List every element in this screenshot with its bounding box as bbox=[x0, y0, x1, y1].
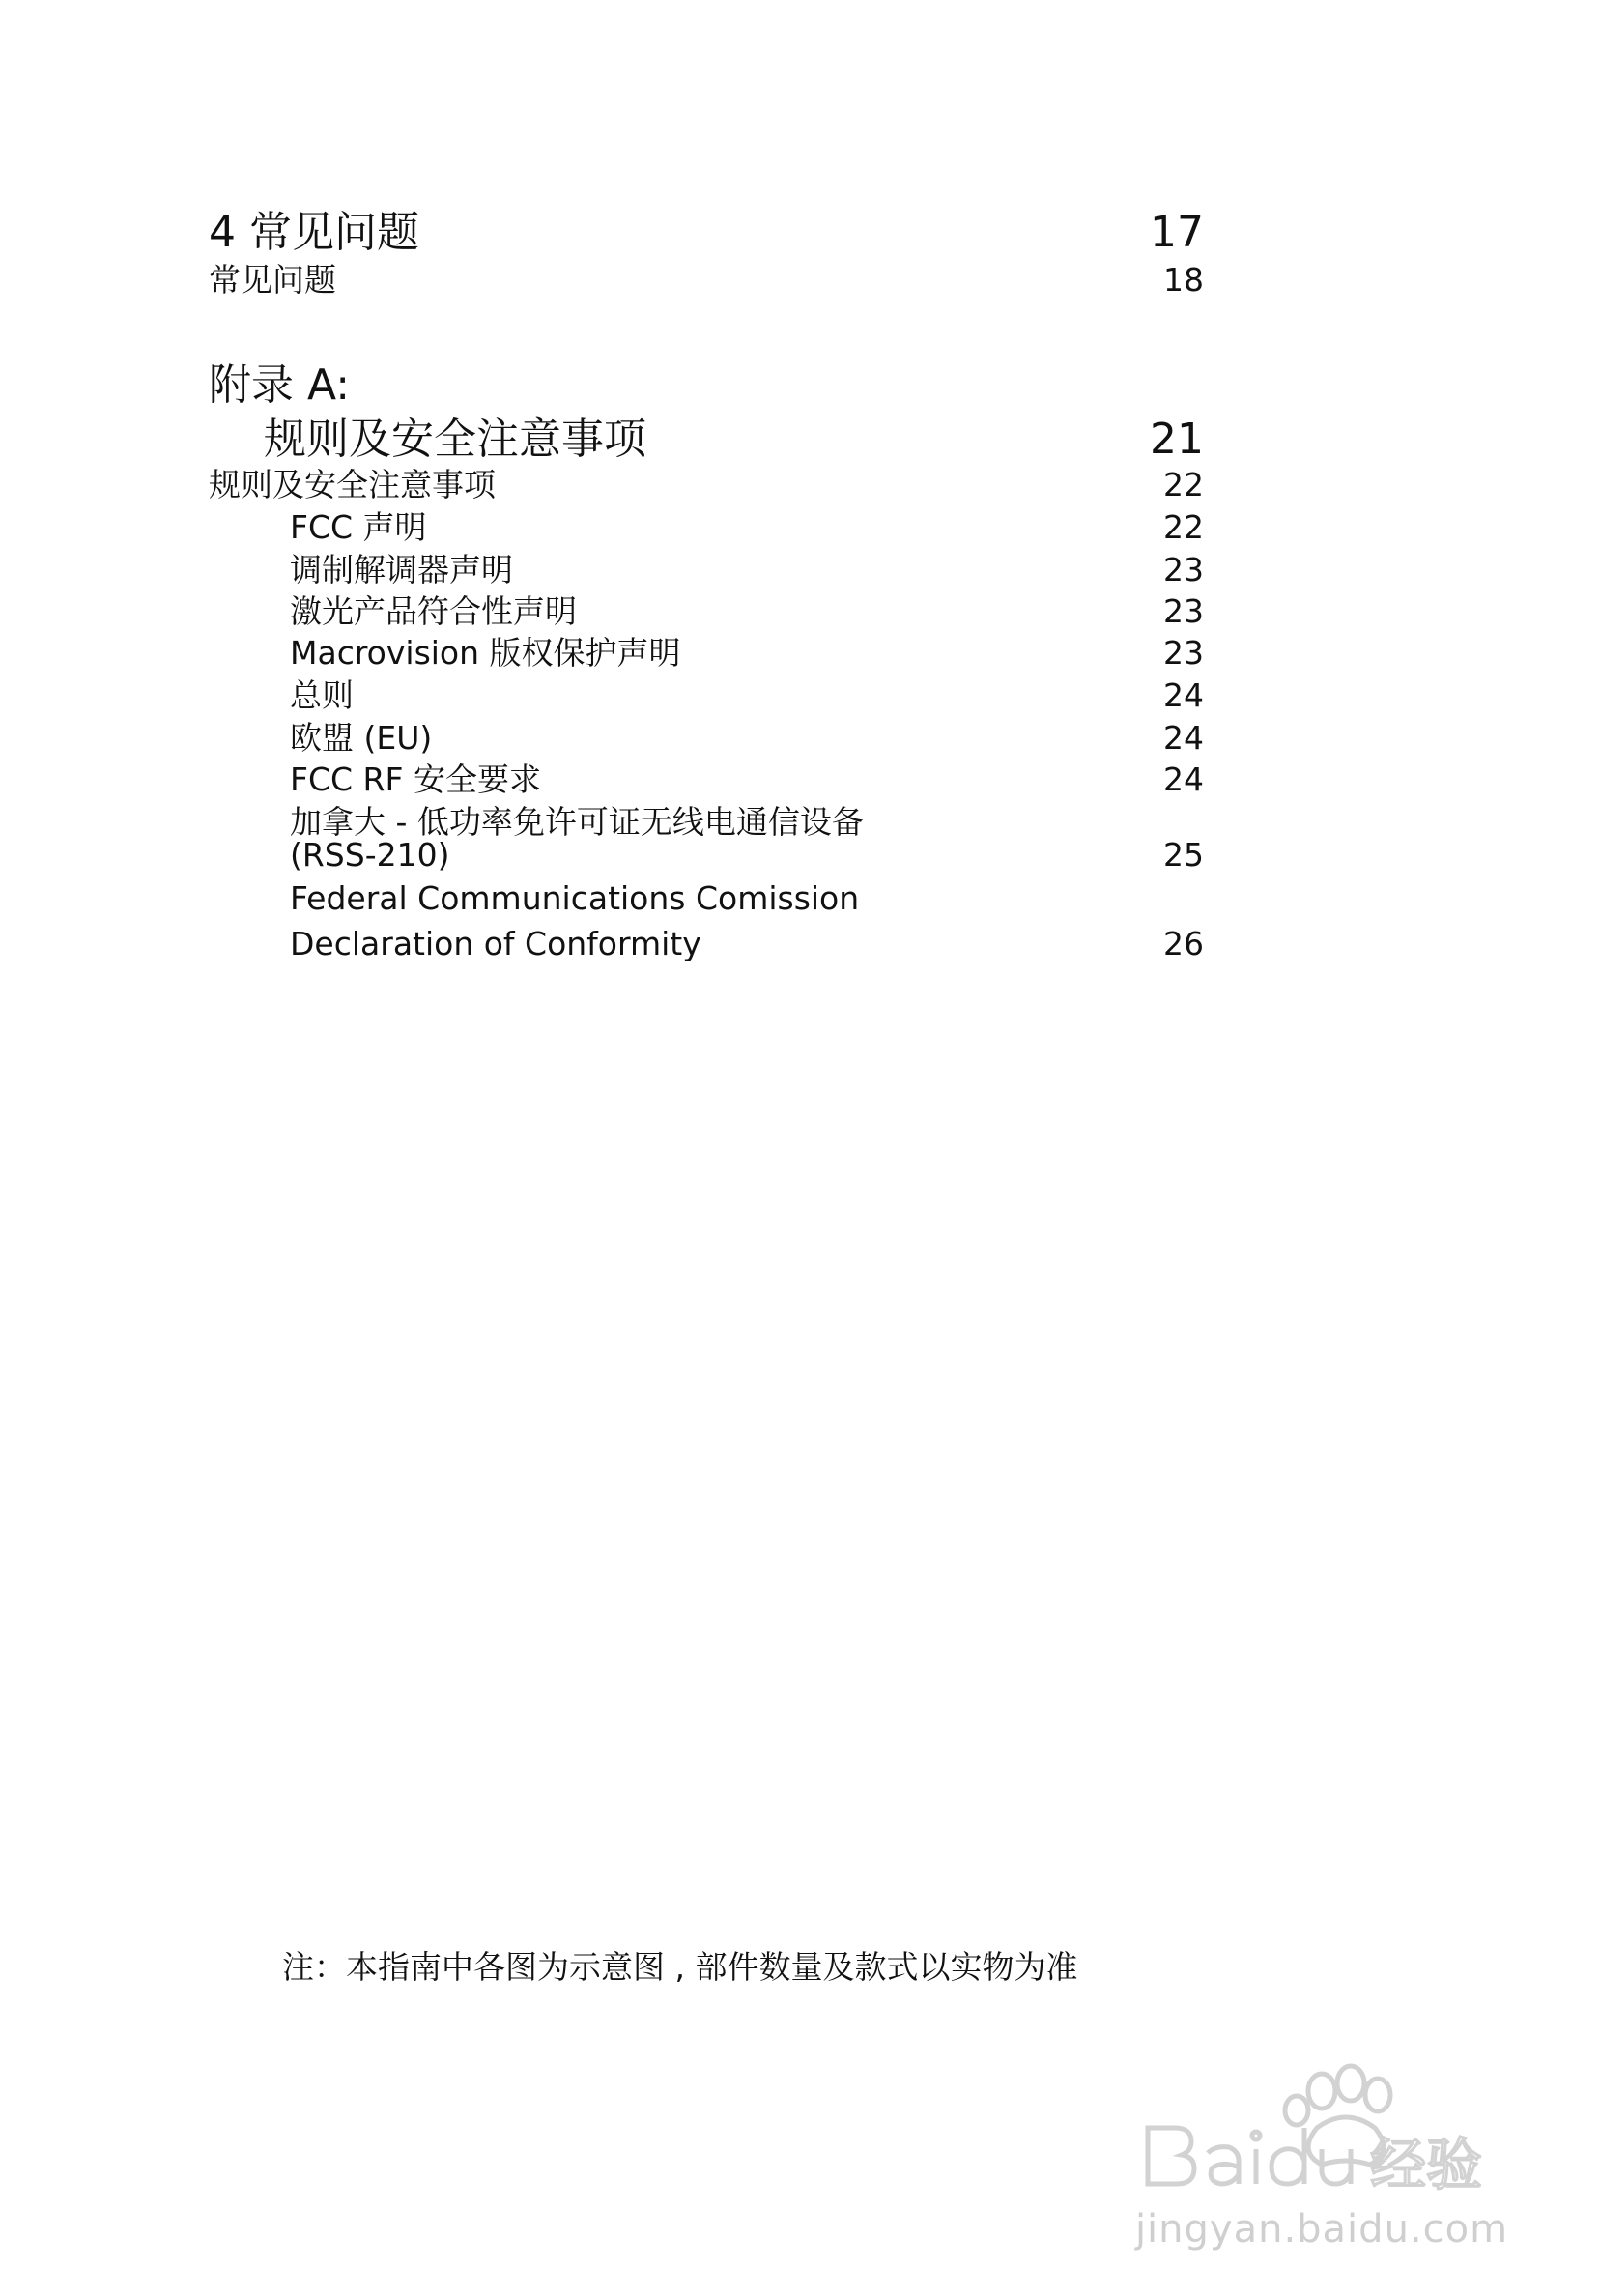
toc-item-page: 25 bbox=[1163, 836, 1204, 874]
footnote: 注：本指南中各图为示意图 , 部件数量及款式以实物为准 bbox=[282, 1948, 1078, 1986]
toc-item-label: FCC RF 安全要求 bbox=[290, 761, 541, 798]
toc-appendix-a-page: 21 bbox=[1150, 415, 1204, 464]
toc-item-page: 23 bbox=[1163, 634, 1204, 672]
toc-item-general[interactable] bbox=[209, 671, 1204, 716]
toc-item-label: (RSS-210) bbox=[290, 836, 450, 874]
toc-regulations[interactable] bbox=[209, 460, 1204, 505]
toc-item-fcc-doc-line2[interactable] bbox=[209, 925, 1204, 962]
toc-faq-label: 常见问题 bbox=[209, 261, 336, 299]
toc-chapter-4[interactable] bbox=[209, 197, 1204, 259]
toc-item-page: 24 bbox=[1163, 676, 1204, 714]
toc-appendix-a-title[interactable] bbox=[264, 404, 1204, 466]
toc-item-page: 26 bbox=[1163, 925, 1204, 962]
toc-item-label: 激光产品符合性声明 bbox=[290, 592, 577, 630]
toc-item-eu[interactable] bbox=[209, 713, 1204, 759]
toc-appendix-a-title-label: 规则及安全注意事项 bbox=[264, 415, 646, 464]
toc-regulations-page: 22 bbox=[1163, 466, 1204, 503]
toc-item-label: 加拿大 - 低功率免许可证无线电通信设备 bbox=[290, 803, 864, 841]
toc-item-laser[interactable] bbox=[209, 587, 1204, 632]
toc-item-label: Macrovision 版权保护声明 bbox=[290, 634, 681, 672]
watermark-url: jingyan.baidu.com bbox=[1134, 2207, 1509, 2252]
toc-chapter-4-page: 17 bbox=[1150, 208, 1204, 257]
toc-item-canada-line2[interactable] bbox=[209, 836, 1204, 874]
toc-item-label: Declaration of Conformity bbox=[290, 925, 701, 962]
toc-item-label: 调制解调器声明 bbox=[290, 551, 513, 588]
toc-regulations-label: 规则及安全注意事项 bbox=[209, 466, 496, 503]
toc-item-page: 24 bbox=[1163, 761, 1204, 798]
toc-chapter-4-label: 4 常见问题 bbox=[209, 208, 419, 257]
toc-item-fcc-doc-line1[interactable] bbox=[209, 879, 1204, 917]
toc-item-page: 24 bbox=[1163, 719, 1204, 757]
toc-item-fcc-rf[interactable] bbox=[209, 755, 1204, 800]
toc-faq[interactable] bbox=[209, 255, 1204, 301]
toc-item-fcc[interactable] bbox=[209, 502, 1204, 548]
toc-item-label: FCC 声明 bbox=[290, 508, 427, 546]
watermark-logo-text: 经验 bbox=[1370, 2132, 1483, 2197]
toc-item-label: 欧盟 (EU) bbox=[290, 719, 433, 757]
toc-item-page: 23 bbox=[1163, 592, 1204, 630]
toc-item-page: 23 bbox=[1163, 551, 1204, 588]
toc-item-label: Federal Communications Comission bbox=[290, 879, 860, 917]
toc-item-label: 总则 bbox=[290, 676, 354, 714]
toc-appendix-a-heading[interactable] bbox=[209, 350, 1204, 412]
toc-item-modem[interactable] bbox=[209, 545, 1204, 590]
toc-appendix-a-label: 附录 A: bbox=[209, 360, 351, 410]
toc-faq-page: 18 bbox=[1163, 261, 1204, 299]
toc-item-page: 22 bbox=[1163, 508, 1204, 546]
toc-item-macrovision[interactable] bbox=[209, 628, 1204, 674]
baidu-paw-logo-icon bbox=[1129, 2060, 1515, 2205]
baidu-watermark bbox=[1129, 2041, 1515, 2273]
